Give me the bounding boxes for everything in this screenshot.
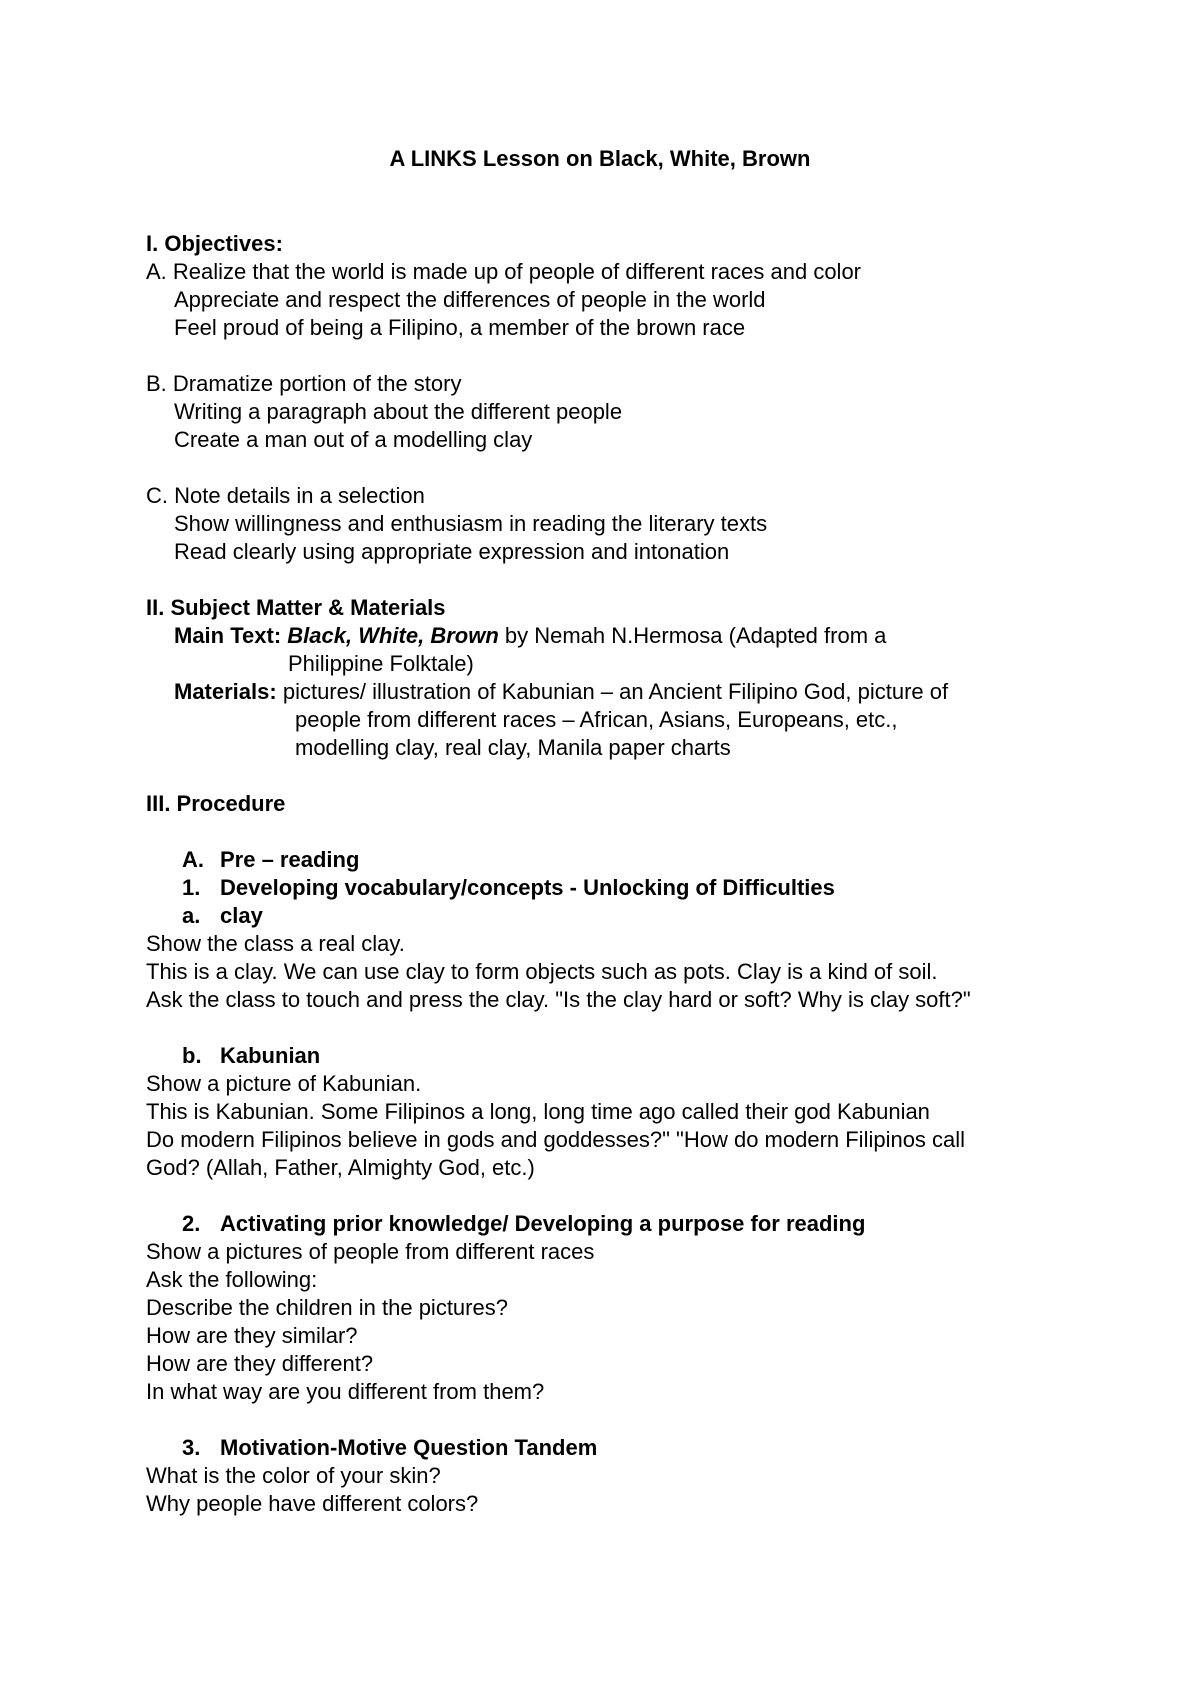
step-2-line: Ask the following:	[146, 1267, 318, 1292]
list-marker: 1.	[182, 875, 201, 900]
objective-b-line: Writing a paragraph about the different people	[174, 399, 623, 424]
step-2-heading	[182, 1210, 865, 1238]
objective-a-line: Appreciate and respect the differences of people in the world	[174, 287, 766, 312]
clay-line: Ask the class to touch and press the clay. "Is the clay hard or soft? Why is clay soft?"	[146, 987, 971, 1012]
list-label: Motivation-Motive Question Tandem	[220, 1435, 598, 1460]
step-1-heading	[182, 874, 835, 902]
procedure-heading: III. Procedure	[146, 791, 286, 816]
step-3-line: What is the color of your skin?	[146, 1463, 441, 1488]
list-marker: A.	[182, 847, 204, 872]
objective-c-line: Read clearly using appropriate expression and intonation	[174, 539, 730, 564]
objectives-heading: I. Objectives:	[146, 231, 283, 256]
pre-reading-heading	[182, 846, 359, 874]
list-marker: b.	[182, 1043, 202, 1068]
materials-continuation: modelling clay, real clay, Manila paper charts	[295, 735, 731, 760]
objective-b-line: Create a man out of a modelling clay	[174, 427, 533, 452]
step-2-line: In what way are you different from them?	[146, 1379, 545, 1404]
document-title: A LINKS Lesson on Black, White, Brown	[389, 146, 811, 171]
kabunian-line: Show a picture of Kabunian.	[146, 1071, 422, 1096]
list-label: clay	[220, 903, 263, 928]
step-2-line: Show a pictures of people from different races	[146, 1239, 595, 1264]
kabunian-line: This is Kabunian. Some Filipinos a long, long time ago called their god Kabunian	[146, 1099, 930, 1124]
step-2-line: How are they different?	[146, 1351, 374, 1376]
materials-label: Materials:	[174, 679, 277, 704]
materials-text: pictures/ illustration of Kabunian – an Ancient Filipino God, picture of	[276, 679, 949, 704]
kabunian-heading	[182, 1042, 320, 1070]
list-label: Developing vocabulary/concepts - Unlocking of Difficulties	[220, 875, 835, 900]
kabunian-line: God? (Allah, Father, Almighty God, etc.)	[146, 1155, 535, 1180]
main-text-label: Main Text:	[174, 623, 282, 648]
main-text-title: Black, White, Brown	[287, 623, 499, 648]
step-2-line: How are they similar?	[146, 1323, 358, 1348]
list-marker: 3.	[182, 1435, 201, 1460]
list-marker: a.	[182, 903, 201, 928]
objective-c-line: Show willingness and enthusiasm in reading the literary texts	[174, 511, 768, 536]
main-text-author: by Nemah N.Hermosa (Adapted from a	[498, 623, 887, 648]
step-2-line: Describe the children in the pictures?	[146, 1295, 508, 1320]
list-label: Pre – reading	[220, 847, 360, 872]
step-3-heading	[182, 1434, 597, 1462]
main-text-continuation: Philippine Folktale)	[288, 651, 474, 676]
clay-line: This is a clay. We can use clay to form objects such as pots. Clay is a kind of soil.	[146, 959, 938, 984]
objective-a-line: Feel proud of being a Filipino, a member of the brown race	[174, 315, 746, 340]
subject-heading: II. Subject Matter & Materials	[146, 595, 446, 620]
list-marker: 2.	[182, 1211, 201, 1236]
clay-line: Show the class a real clay.	[146, 931, 405, 956]
objective-b-line: B. Dramatize portion of the story	[146, 371, 462, 396]
step-3-line: Why people have different colors?	[146, 1491, 479, 1516]
kabunian-line: Do modern Filipinos believe in gods and goddesses?" "How do modern Filipinos call	[146, 1127, 966, 1152]
materials-continuation: people from different races – African, Asians, Europeans, etc.,	[295, 707, 898, 732]
clay-heading	[182, 902, 263, 930]
objective-a-line: A. Realize that the world is made up of people of different races and color	[146, 259, 862, 284]
list-label: Kabunian	[220, 1043, 321, 1068]
main-text-line	[174, 622, 886, 650]
materials-line	[174, 678, 948, 706]
list-label: Activating prior knowledge/ Developing a purpose for reading	[220, 1211, 866, 1236]
objective-c-line: C. Note details in a selection	[146, 483, 425, 508]
